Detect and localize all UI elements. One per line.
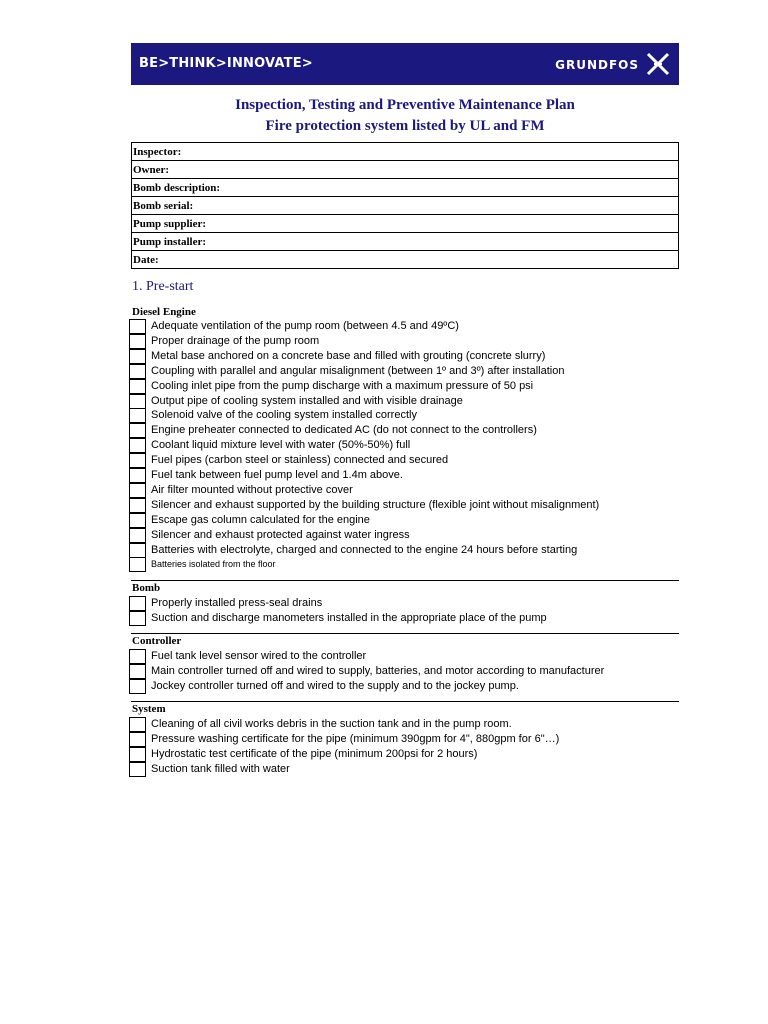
- info-row: [132, 251, 679, 269]
- document-title: Inspection, Testing and Preventive Maintenance Plan: [235, 97, 575, 113]
- checkbox[interactable]: [129, 498, 146, 513]
- checklist-item: [129, 468, 679, 483]
- checklist-item-label: Metal base anchored on a concrete base and filled with grouting (concrete slurry): [151, 349, 546, 362]
- checklist-item-label: Adequate ventilation of the pump room (between 4.5 and 49ºC): [151, 320, 459, 332]
- checklist-item: [129, 557, 679, 572]
- checkbox[interactable]: [129, 543, 146, 558]
- checklist-item-label: Batteries with electrolyte, charged and connected to the engine 24 hours before starting: [151, 543, 578, 556]
- info-fields-table: [131, 142, 679, 269]
- checkbox[interactable]: [129, 379, 146, 394]
- checklist-item: [129, 453, 679, 468]
- group-divider: [131, 633, 679, 634]
- brand-name: GRUNDFOS: [555, 58, 639, 72]
- checklist-item: [129, 528, 679, 543]
- checklist-item: [129, 596, 679, 611]
- checkbox[interactable]: [129, 483, 146, 498]
- section-heading: 1. Pre-start: [132, 279, 194, 294]
- checklist-item-label: Suction and discharge manometers installed in the appropriate place of the pump: [151, 611, 547, 624]
- checklist-item: [129, 423, 679, 438]
- checklist-item-label: Proper drainage of the pump room: [151, 334, 320, 347]
- document-subtitle: Fire protection system listed by UL and FM: [265, 118, 545, 134]
- info-row: [132, 161, 679, 179]
- checklist-item: [129, 649, 679, 664]
- checkbox[interactable]: [129, 438, 146, 453]
- checklist-item-label: Jockey controller turned off and wired to the supply and to the jockey pump.: [151, 679, 519, 692]
- grundfos-x-logo-icon: [645, 51, 671, 77]
- checklist-item: [129, 379, 679, 394]
- checklist-item-label: Hydrostatic test certificate of the pipe (minimum 200psi for 2 hours): [151, 747, 478, 760]
- group-title: Diesel Engine: [132, 306, 196, 318]
- header-banner: [131, 43, 679, 85]
- checkbox[interactable]: [129, 649, 146, 664]
- info-row: [132, 197, 679, 215]
- info-field-inspector[interactable]: Inspector:: [132, 143, 679, 161]
- checklist-item: [129, 319, 679, 334]
- checkbox[interactable]: [129, 717, 146, 732]
- checklist-item: [129, 611, 679, 626]
- checkbox[interactable]: [129, 364, 146, 379]
- group-title: System: [132, 703, 166, 715]
- checklist-item: [129, 349, 679, 364]
- checklist-item: [129, 334, 679, 349]
- checkbox[interactable]: [129, 747, 146, 762]
- checklist-item: [129, 364, 679, 379]
- checkbox[interactable]: [129, 732, 146, 747]
- checkbox[interactable]: [129, 611, 146, 626]
- group-title: Controller: [132, 635, 182, 647]
- checkbox[interactable]: [129, 334, 146, 349]
- checklist-item-label: Coupling with parallel and angular misalignment (between 1º and 3º) after installation: [151, 364, 565, 377]
- checklist-item-label: Suction tank filled with water: [151, 762, 290, 775]
- checkbox[interactable]: [129, 394, 146, 409]
- checklist-item-label: Air filter mounted without protective cover: [151, 483, 353, 496]
- checklist-item: [129, 664, 679, 679]
- checkbox[interactable]: [129, 319, 146, 334]
- checkbox[interactable]: [129, 349, 146, 364]
- checklist-item: [129, 732, 679, 747]
- checklist-item: [129, 394, 679, 409]
- checklist-item: [129, 438, 679, 453]
- checklist-item-label: Cooling inlet pipe from the pump discharge with a maximum pressure of 50 psi: [151, 379, 534, 392]
- tagline: BE>THINK>INNOVATE>: [139, 56, 313, 71]
- group-divider: [131, 580, 679, 581]
- info-field-date[interactable]: Date:: [132, 251, 679, 269]
- checklist-item: [129, 408, 679, 423]
- checkbox[interactable]: [129, 596, 146, 611]
- checklist-item: [129, 679, 679, 694]
- info-row: [132, 215, 679, 233]
- checklist-item: [129, 513, 679, 528]
- info-row: [132, 233, 679, 251]
- checklist-item-label: Solenoid valve of the cooling system installed correctly: [151, 409, 417, 422]
- checklist-item: [129, 747, 679, 762]
- checkbox[interactable]: [129, 762, 146, 777]
- checkbox[interactable]: [129, 528, 146, 543]
- checklist-item-label: Cleaning of all civil works debris in the suction tank and in the pump room.: [151, 718, 512, 730]
- checklist-item: [129, 483, 679, 498]
- checklist-item-label: Batteries isolated from the floor: [151, 559, 276, 570]
- checkbox[interactable]: [129, 664, 146, 679]
- checklist-item-label: Escape gas column calculated for the engine: [151, 513, 370, 526]
- checklist-item: [129, 762, 679, 777]
- checkbox[interactable]: [129, 557, 146, 572]
- checklist-item-label: Silencer and exhaust protected against water ingress: [151, 528, 410, 541]
- checklist-item: [129, 498, 679, 513]
- checkbox[interactable]: [129, 513, 146, 528]
- info-field-pump-supplier[interactable]: Pump supplier:: [132, 215, 679, 233]
- info-field-bomb-description[interactable]: Bomb description:: [132, 179, 679, 197]
- checkbox[interactable]: [129, 453, 146, 468]
- group-title: Bomb: [132, 582, 161, 594]
- checklist-item-label: Coolant liquid mixture level with water (50%-50%) full: [151, 439, 411, 452]
- info-field-bomb-serial[interactable]: Bomb serial:: [132, 197, 679, 215]
- info-field-pump-installer[interactable]: Pump installer:: [132, 233, 679, 251]
- checklist-item: [129, 543, 679, 558]
- info-field-owner[interactable]: Owner:: [132, 161, 679, 179]
- checklist-item-label: Main controller turned off and wired to supply, batteries, and motor according to manufacturer: [151, 664, 605, 677]
- checkbox[interactable]: [129, 679, 146, 694]
- checklist-item-label: Fuel tank between fuel pump level and 1.4m above.: [151, 469, 403, 481]
- group-divider: [131, 701, 679, 702]
- checklist-item: [129, 717, 679, 732]
- checklist-item-label: Silencer and exhaust supported by the building structure (flexible joint without misalignment): [151, 498, 600, 511]
- checklist-item-label: Output pipe of cooling system installed and with visible drainage: [151, 394, 463, 407]
- checklist-item-label: Fuel pipes (carbon steel or stainless) connected and secured: [151, 454, 449, 467]
- info-row: [132, 143, 679, 161]
- checklist-item-label: Pressure washing certificate for the pipe (minimum 390gpm for 4", 880gpm for 6"…): [151, 732, 560, 745]
- checkbox[interactable]: [129, 423, 146, 438]
- checklist-item-label: Engine preheater connected to dedicated AC (do not connect to the controllers): [151, 424, 537, 437]
- checkbox[interactable]: [129, 408, 146, 423]
- info-row: [132, 179, 679, 197]
- checklist-item-label: Properly installed press-seal drains: [151, 597, 323, 609]
- checklist-item-label: Fuel tank level sensor wired to the controller: [151, 650, 367, 662]
- checkbox[interactable]: [129, 468, 146, 483]
